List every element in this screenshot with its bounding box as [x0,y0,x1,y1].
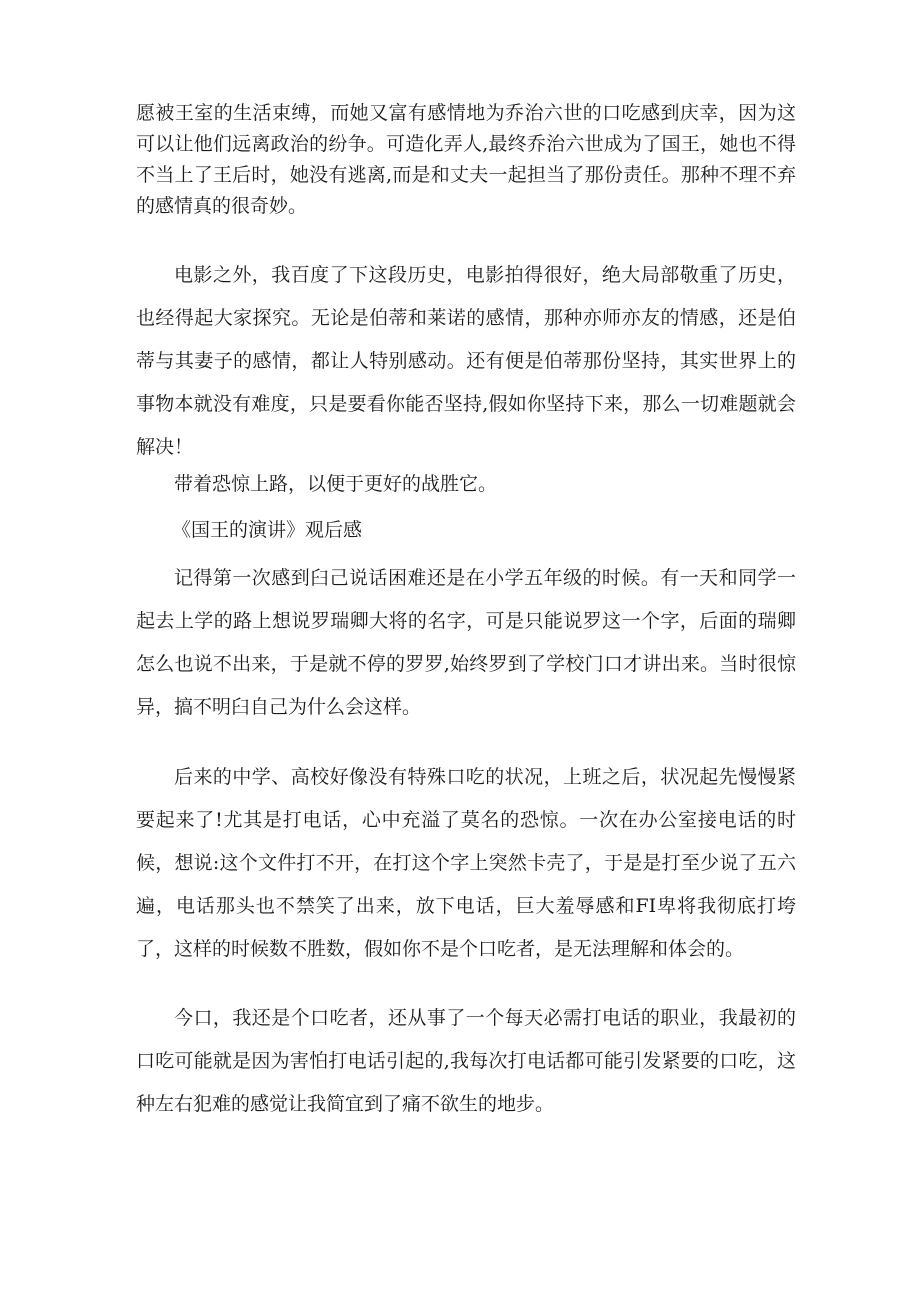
paragraph-5: 后来的中学、高校好像没有特殊口吃的状况，上班之后，状况起先慢慢紧要起来了!尤其是打电话，心中充溢了莫名的恐惊。一次在办公室接电话的时候，想说:这个文件打不开，在打这个字上突然卡壳了，于是是打至少说了五六遍，电话那头也不禁笑了出来，放下电话，巨大羞辱感和FI卑将我彻底打垮了，这样的时候数不胜数，假如你不是个口吃者，是无法理解和体会的。 [136,766,796,960]
paragraph-4: 记得第一次感到臼己说话困难还是在小学五年级的时候。有一天和同学一起去上学的路上想说罗瑞卿大将的名字，可是只能说罗这一个字，后面的瑞卿怎么也说不出来，于是就不停的罗罗,始终罗到了学校门口才讲出来。当时很惊异，搞不明臼自己为什么会这样。 [136,567,796,718]
paragraph-2: 电影之外，我百度了下这段历史，电影拍得很好，绝大局部敬重了历史，也经得起大家探究。无论是伯蒂和莱诺的感情，那种亦师亦友的情感，还是伯蒂与其妻子的感情，都让人特别感动。还有便是伯蒂那份坚持，其实世界上的事物本就没有难度，只是要看你能否坚持,假如你坚持下来，那么一切难题就会解决！ [136,264,796,458]
paragraph-6: 今口，我还是个口吃者，还从事了一个每天必需打电话的职业，我最初的口吃可能就是因为害怕打电话引起的,我每次打电话都可能引发紧要的口吃，这种左右犯难的感觉让我简宜到了痛不欲生的地步。 [136,1007,796,1115]
section-heading: 《国王的演讲》观后感 [172,519,363,541]
paragraph-1: 愿被王室的生活束缚，而她又富有感情地为乔治六世的口吃感到庆幸，因为这可以让他们远离政治的纷争。可造化弄人,最终乔治六世成为了国王，她也不得不当上了王后时，她没有逃离,而是和丈夫一起担当了那份责任。那种不理不弃的感情真的很奇妙。 [136,102,796,217]
paragraph-3: 带着恐惊上路，以便于更好的战胜它。 [174,473,498,495]
